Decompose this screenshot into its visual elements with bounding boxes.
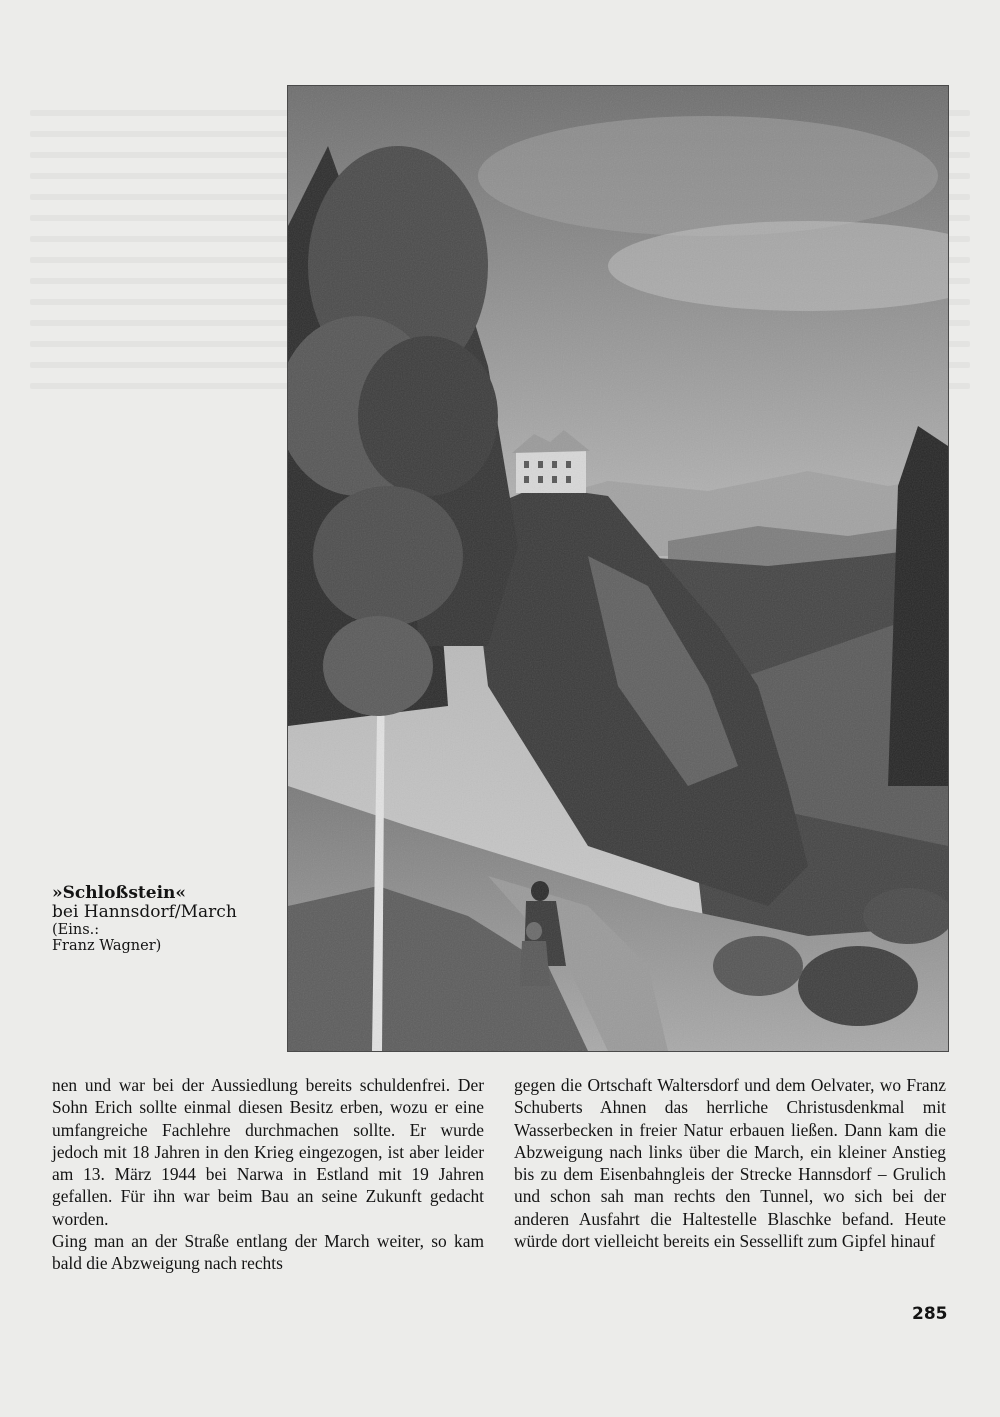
photo-illustration [288, 86, 948, 1051]
caption-title: »Schloßstein« [52, 883, 187, 903]
caption-credit-line-1: (Eins.: [52, 922, 100, 939]
right-text-column [514, 1074, 946, 1252]
page-number: 285 [912, 1304, 948, 1324]
caption-place: bei Hannsdorf/March [52, 901, 237, 922]
caption-credit-line-2: Franz Wagner) [52, 938, 162, 955]
right-paragraph-1: gegen die Ortschaft Waltersdorf und dem Oelvater, wo Franz Schuberts Ahnen das herrliche Christusdenkmal mit Wasserbecken in freier Natur erbauen ließen. Dann kam die Abzweigung nach links über die March, ein kleiner Anstieg bis zu dem Eisenbahngleis der Strecke Hannsdorf – Grulich und schon sah man rechts den Tunnel, wo sich bei der anderen Ausfahrt die Haltestelle Blaschke befand. Heute würde dort vielleicht bereits ein Sessellift zum Gipfel hinauf [514, 1075, 946, 1252]
left-text-column [52, 1074, 484, 1275]
schlossstein-photo [288, 86, 948, 1051]
left-paragraph-1: nen und war bei der Aussiedlung bereits schuldenfrei. Der Sohn Erich sollte einmal diesen Besitz erben, wozu er eine umfangreiche Fachlehre durchmachen sollte. Er wurde jedoch mit 18 Jahren in den Krieg eingezogen, ist aber leider am 13. März 1944 bei Narwa in Estland mit 19 Jahren gefallen. Für ihn war beim Bau an seine Zukunft gedacht worden. [52, 1075, 484, 1229]
photo-caption [52, 884, 282, 955]
left-paragraph-2: Ging man an der Straße entlang der March weiter, so kam bald die Abzweigung nach rechts [52, 1231, 484, 1274]
